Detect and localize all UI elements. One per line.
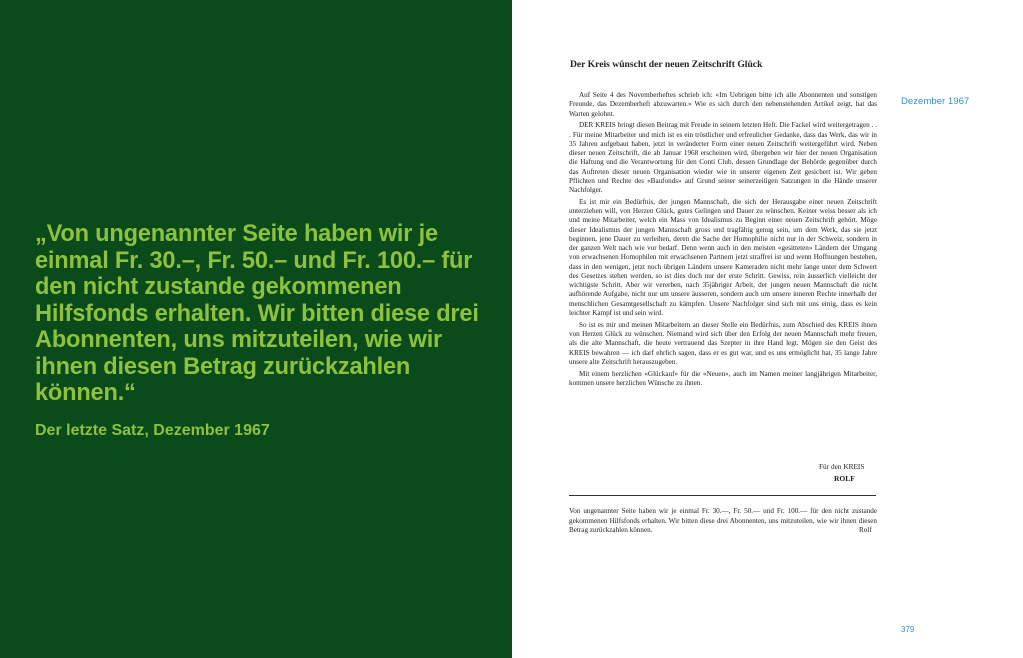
- letter-paragraph: Mit einem herzlichen «Glückauf» für die «Neuen», auch im Namen meiner langjährigen Mitarbeiter, kommen unsere herzlichen Wünsche zu ihnen.: [569, 369, 877, 387]
- signature-line: Für den KREIS: [819, 462, 865, 471]
- date-note: Dezember 1967: [901, 96, 970, 107]
- quote-caption: Der letzte Satz, Dezember 1967: [35, 422, 270, 439]
- signature-name: ROLF: [834, 474, 855, 483]
- letter-body: [569, 91, 877, 391]
- letter-paragraph: Auf Seite 4 des Novemberheftes schrieb ich: «Im Uebrigen bitte ich alle Abonnenten und sonstigen Freunde, das Dezemberheft abzuwarten.» Wie es sich durch den nebenstehenden Artikel zeigt, hat das Warten gelohnt.: [569, 91, 877, 118]
- divider: [569, 495, 876, 496]
- right-page: [512, 0, 1023, 658]
- letter-paragraph: So ist es mir und meinen Mitarbeitern an dieser Stelle ein Bedürfnis, zum Abschied des KREIS ihnen von Herzen Glück zu wünschen. Niemand wird sich über den Erfolg der neuen Mannschaft mehr freuen, als die alte Mannschaft, die heute vertrauend das Szepter in ihre Hand legt. Mögen sie den Geist des KREIS bewahren — ich darf ehrlich sagen, dass er es gut war, und es uns ermöglicht hat, 35 lange Jahre unsere alte Zeitschrift herauszugeben.: [569, 320, 877, 366]
- letter-paragraph: Es ist mir ein Bedürfnis, der jungen Mannschaft, die sich der Herausgabe einer neuen Zeitschrift unterziehen will, von Herzen Glück, gutes Gelingen und Dauer zu wünschen. Keiner weiss besser als ich und meine Mitarbeiter, welch ein Mass von Idealismus zu Beginn einer neuen Zeitschrift gehört. Möge dieser Idealismus der jungen Mannschaft gross und tragfähig genug sein, um dem Werk, das sie jetzt beginnen, jene Dauer zu verleihen, deren die Sache der Homophilie nicht nur in der Schweiz, sondern in der ganzen Welt nach wie vor bedarf. Denn wenn auch in den meisten «gesitteten» Ländern der Umgang von erwachsenen Homophilen mit erwachsenen Partnern jetzt straffrei ist und wenn Hoffnungen bestehen, dass in den wenigen, jetzt noch übrigen Ländern unsere Kameraden nicht mehr lange unter dem Schwert des Gesetzes stehen werden, so ist dies doch nur der erste Schritt. Gewiss, rein äusserlich vielleicht der wichtigste Schritt. Aber wir vererben, nach 35jähriger Arbeit, der jungen neuen Mannschaft die nicht aufhörende Aufgabe, nicht nur um unsere äusseren, sondern auch um unsere inneren Rechte innerhalb der menschlichen Gesamtgesellschaft zu kämpfen. Unsere Nachfolger sind sich mit uns einig, dass es kein leichter Kampf ist und sein wird.: [569, 197, 877, 317]
- footnote-signature: Rolf: [859, 526, 872, 534]
- document-title: Der Kreis wünscht der neuen Zeitschrift Glück: [570, 59, 763, 70]
- page-number: 379: [901, 625, 915, 634]
- letter-paragraph: DER KREIS bringt diesen Beitrag mit Freude in seinem letzten Heft. Die Fackel wird weitergetragen . . . Für meine Mitarbeiter und mich ist es ein tröstlicher und erfreulicher Gedanke, dass das Werk, das wir in 35 Jahren aufgebaut haben, jetzt in veränderter Form einer neuen Zeitschrift weitergeführt wird. Neben dieser neuen Zeitschrift, die ab Januar 1968 erscheinen wird, übergeben wir hier der neuen Organisation die Haftung und die Verantwortung für den Conti Club, dessen Grundlage der Behörde gegenüber durch das Auftreten dieser neuen Organisation wieder wie in unserer eigenen Zeit gesichert ist. Wir geben Pflichten und Rechte des «Baufonds» auf Grund seiner seinerzeitigen Satzungen in die Hände unserer Nachfolger.: [569, 121, 877, 195]
- pull-quote: „Von ungenannter Seite haben wir je einmal Fr. 30.–, Fr. 50.– und Fr. 100.– für den nicht zustande gekommenen Hilfsfonds erhalten. Wir bitten diese drei Abonnenten, uns mitzuteilen, wie wir ihnen diesen Betrag zurückzahlen können.“: [35, 221, 479, 406]
- footnote: Von ungenannter Seite haben wir je einmal Fr. 30.—, Fr. 50.— und Fr. 100.— für den nicht zustande gekommenen Hilfsfonds erhalten. Wir bitten diese drei Abonnenten, uns mitzuteilen, wie wir ihnen diesen Betrag zurückzahlen können.: [569, 507, 877, 535]
